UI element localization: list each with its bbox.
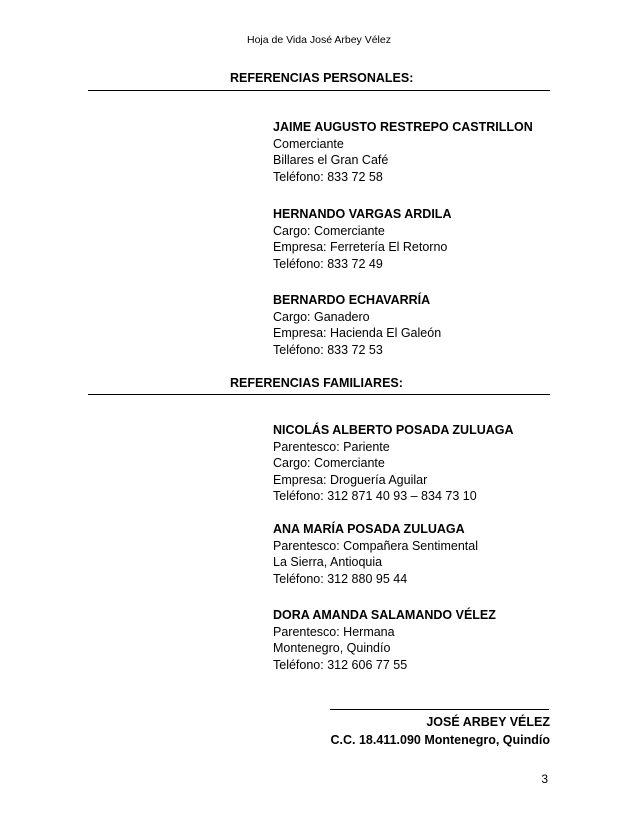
family-section-rule bbox=[88, 394, 550, 395]
personal-section-rule bbox=[88, 90, 550, 91]
reference-detail: Empresa: Ferretería El Retorno bbox=[273, 240, 448, 254]
page-number: 3 bbox=[541, 772, 548, 786]
reference-name: BERNARDO ECHAVARRÍA bbox=[273, 293, 431, 307]
reference-detail: Cargo: Comerciante bbox=[273, 456, 385, 470]
reference-entry bbox=[273, 422, 514, 505]
reference-entry bbox=[273, 206, 451, 272]
reference-detail: Parentesco: Hermana bbox=[273, 624, 395, 639]
reference-phone: Teléfono: 833 72 53 bbox=[273, 342, 383, 357]
reference-detail: Empresa: Droguería Aguilar bbox=[273, 472, 428, 487]
reference-phone: Teléfono: 312 606 77 55 bbox=[273, 657, 408, 672]
signature-id: C.C. 18.411.090 Montenegro, Quindío bbox=[330, 733, 550, 747]
reference-phone: Teléfono: 312 880 95 44 bbox=[273, 571, 408, 586]
reference-name: JAIME AUGUSTO RESTREPO CASTRILLON bbox=[273, 120, 533, 134]
reference-entry bbox=[273, 292, 441, 358]
reference-detail: Cargo: Comerciante bbox=[273, 223, 385, 238]
signature-name: JOSÉ ARBEY VÉLEZ bbox=[426, 715, 550, 729]
page-header: Hoja de Vida José Arbey Vélez bbox=[247, 34, 391, 46]
reference-entry bbox=[273, 607, 496, 673]
reference-entry bbox=[273, 119, 533, 185]
reference-detail: La Sierra, Antioquia bbox=[273, 555, 383, 569]
reference-phone: Teléfono: 312 871 40 93 – 834 73 10 bbox=[273, 489, 477, 503]
signature-line bbox=[330, 709, 549, 710]
reference-detail: Montenegro, Quindío bbox=[273, 641, 391, 655]
reference-entry bbox=[273, 521, 478, 587]
reference-name: NICOLÁS ALBERTO POSADA ZULUAGA bbox=[273, 423, 514, 437]
reference-detail: Empresa: Hacienda El Galeón bbox=[273, 326, 442, 340]
reference-detail: Parentesco: Compañera Sentimental bbox=[273, 538, 478, 553]
reference-name: DORA AMANDA SALAMANDO VÉLEZ bbox=[273, 608, 496, 622]
reference-phone: Teléfono: 833 72 49 bbox=[273, 256, 383, 271]
reference-detail: Billares el Gran Café bbox=[273, 153, 389, 167]
reference-detail: Comerciante bbox=[273, 136, 344, 151]
reference-detail: Cargo: Ganadero bbox=[273, 309, 370, 324]
reference-name: HERNANDO VARGAS ARDILA bbox=[273, 207, 452, 221]
personal-references-title: REFERENCIAS PERSONALES: bbox=[230, 71, 414, 85]
reference-name: ANA MARÍA POSADA ZULUAGA bbox=[273, 522, 465, 536]
reference-detail: Parentesco: Pariente bbox=[273, 439, 390, 454]
reference-phone: Teléfono: 833 72 58 bbox=[273, 169, 383, 184]
family-references-title: REFERENCIAS FAMILIARES: bbox=[230, 376, 403, 390]
